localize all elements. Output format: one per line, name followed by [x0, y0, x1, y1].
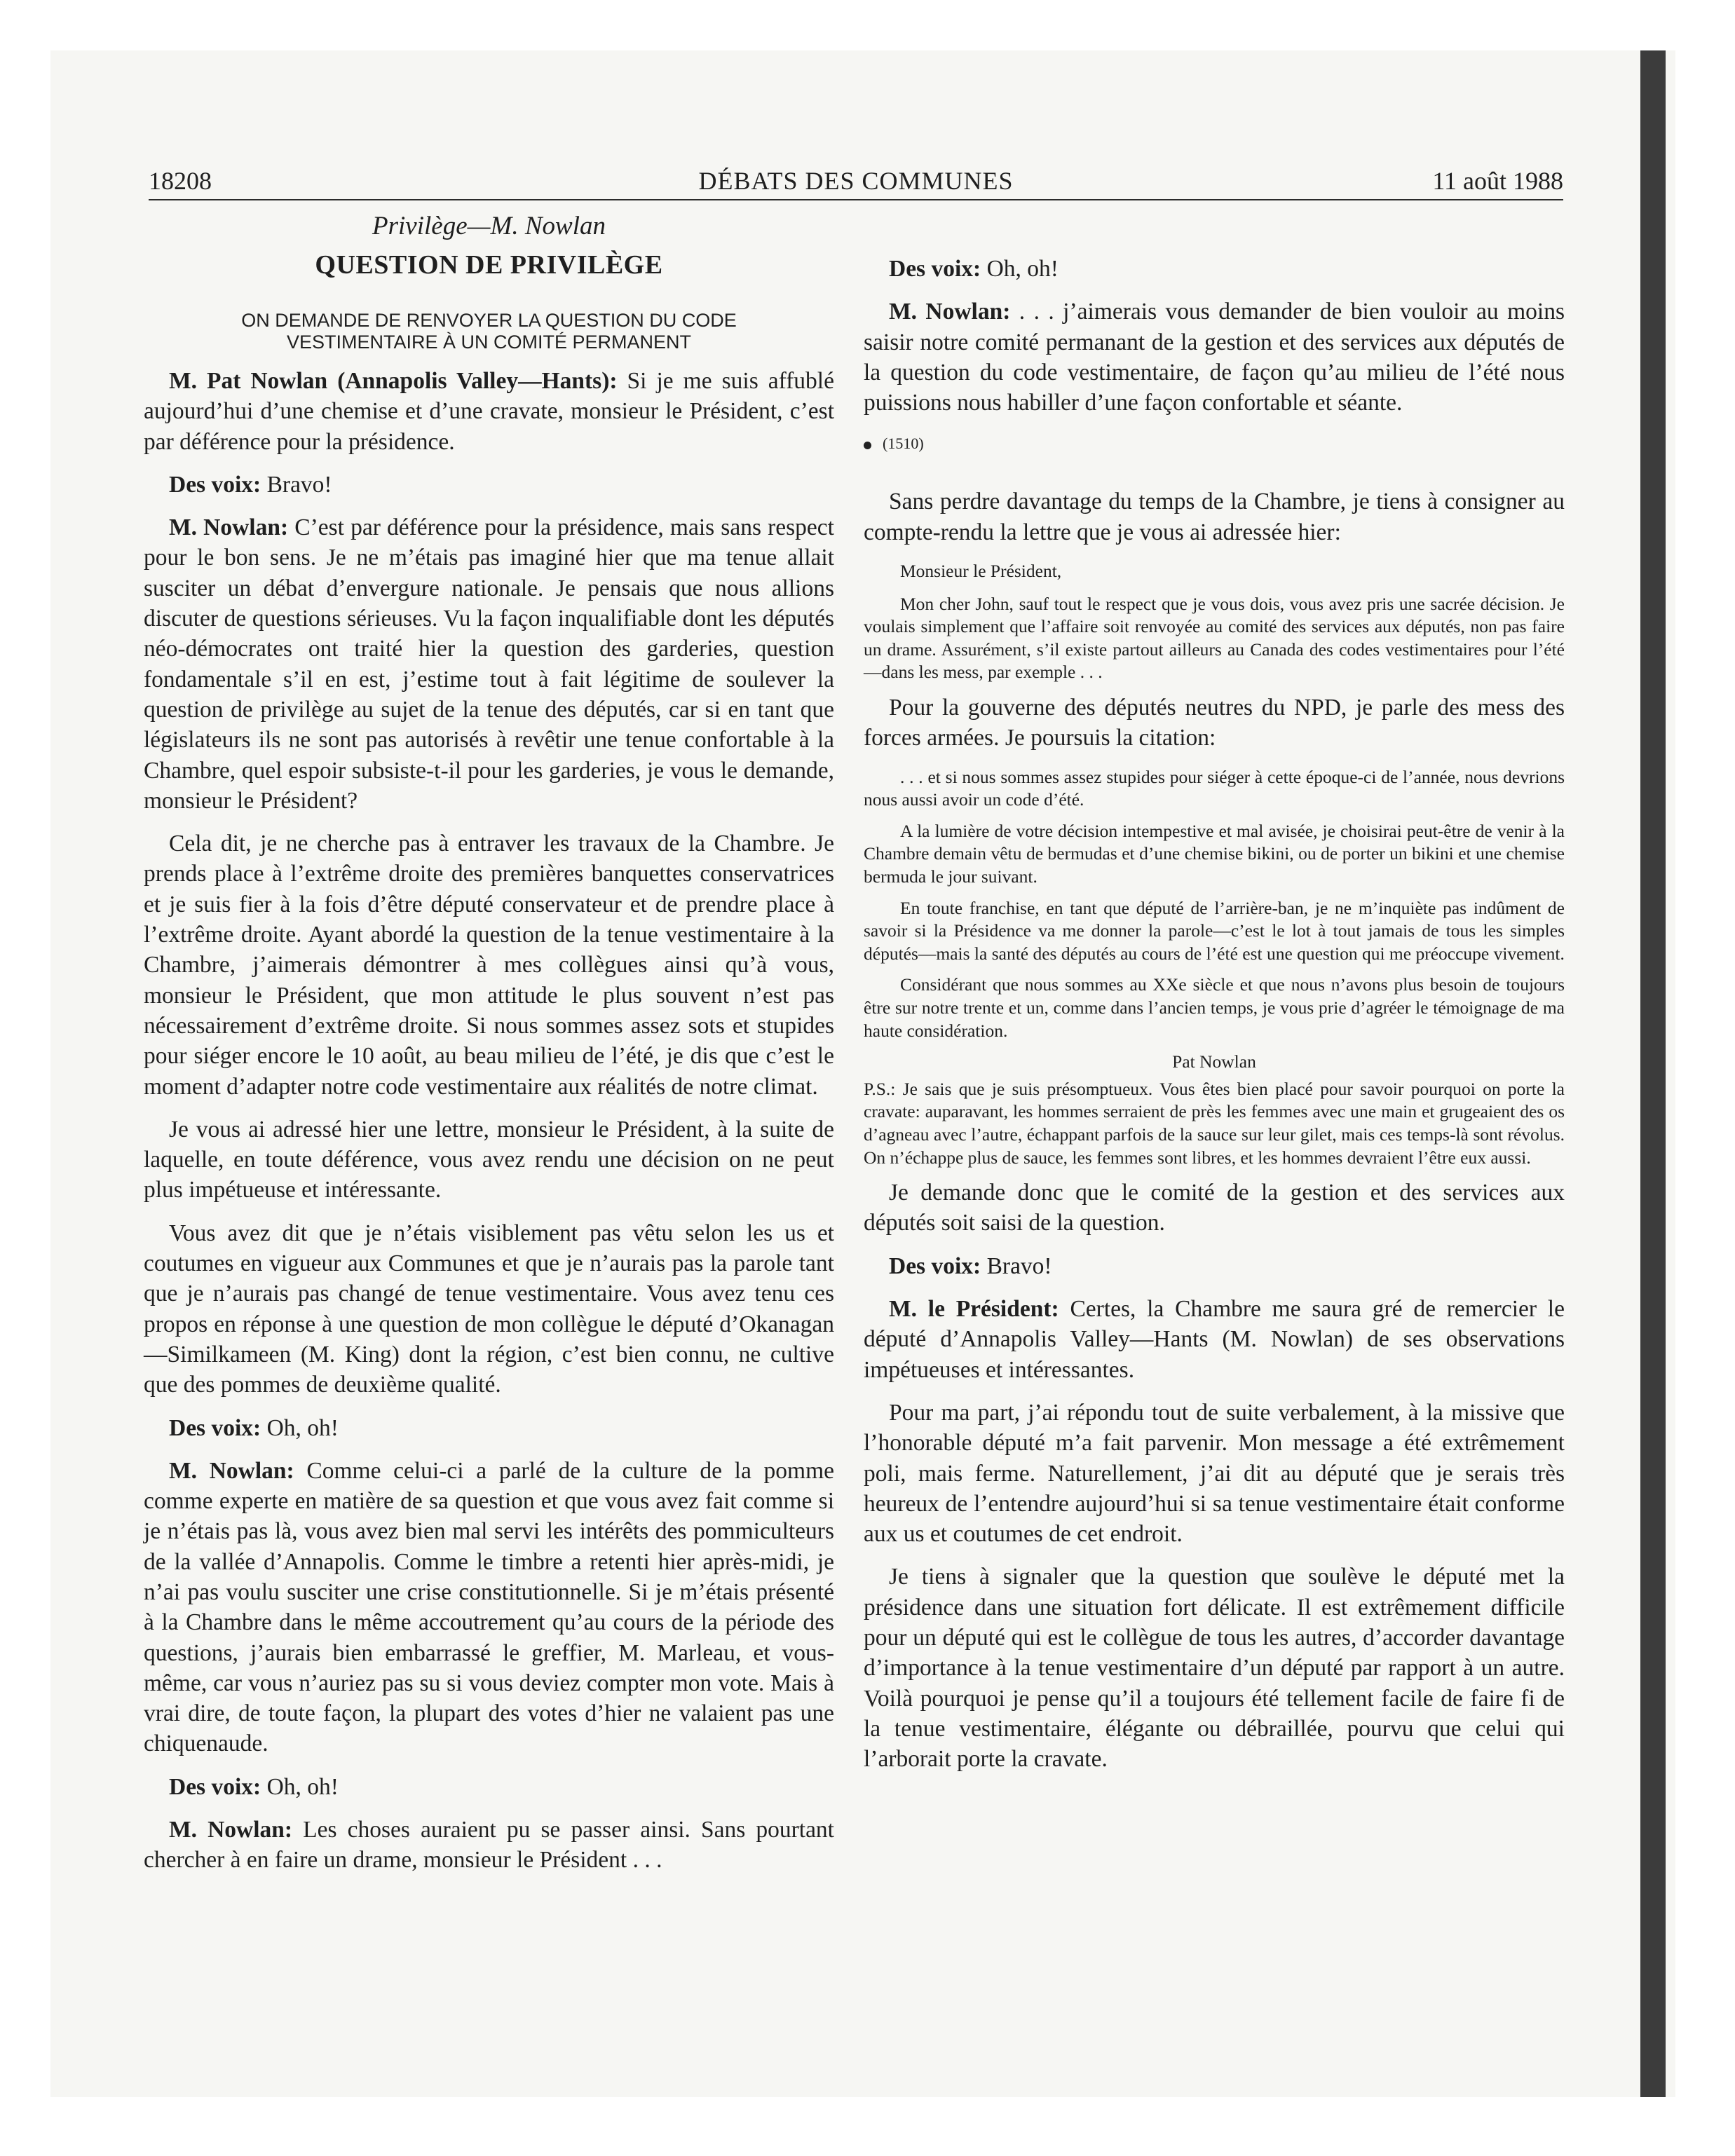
paragraph	[864, 1251, 1565, 1281]
publication-title: DÉBATS DES COMMUNES	[698, 167, 1014, 195]
section-kicker: Privilège—M. Nowlan	[372, 212, 606, 240]
paragraph	[144, 1413, 834, 1443]
letter-paragraph: A la lumière de votre décision intempestive et mal avisée, je choisirai peut-être de venir à la Chambre demain vêtu de bermudas et d’une chemise bikini, ou de porter un bikini et une chemise bermuda le jour suivant.	[864, 820, 1565, 887]
speech: Bravo!	[261, 471, 332, 498]
paragraph	[864, 296, 1565, 418]
letter-signature: Pat Nowlan	[1172, 1051, 1256, 1072]
page-number: 18208	[149, 167, 212, 195]
letter-postscript: P.S.: Je sais que je suis présomptueux. Vous êtes bien placé pour savoir pourquoi on porte la cravate: auparavant, les hommes serraient de près les femmes avec une main et grugeaient des os d’agneau avec l’autre, échappant parfois de la sauce sur leur gilet, mais ces temps-là sont révolus. On n’échappe plus de sauce, les femmes sont libres, et les hommes devraient l’être eux aussi.	[864, 1078, 1565, 1168]
section-title: QUESTION DE PRIVILÈGE	[315, 250, 663, 280]
time-marker	[864, 433, 1565, 454]
right-column	[864, 203, 1565, 1787]
running-header	[149, 161, 1563, 200]
letter-paragraph: Considérant que nous sommes au XXe siècle et que nous n’avons plus besoin de toujours être sur notre trente et un, comme dans l’ancien temps, je vous prie d’agréer le témoignage de ma haute considération.	[864, 974, 1565, 1041]
speaker: M. Nowlan:	[169, 1817, 293, 1843]
speaker: M. Pat Nowlan (Annapolis Valley—Hants):	[169, 368, 618, 394]
speaker: Des voix:	[169, 1773, 261, 1800]
issue-date: 11 août 1988	[1432, 167, 1563, 195]
speech: Bravo!	[981, 1253, 1052, 1279]
quoted-letter	[864, 560, 1565, 684]
speaker: Des voix:	[889, 256, 981, 282]
speech: Les choses auraient pu se passer ainsi. Sans pourtant chercher à en faire un drame, monsieur le Président . . .	[144, 1817, 834, 1874]
paragraph	[864, 1294, 1565, 1385]
paragraph	[144, 512, 834, 816]
left-column	[144, 203, 834, 1888]
paragraph: Je demande donc que le comité de la gestion et des services aux députés soit saisi de la question.	[864, 1180, 1565, 1236]
letter-paragraph: Mon cher John, sauf tout le respect que je vous dois, vous avez pris une sacrée décision. Je voulais simplement que l’affaire soit renvoyée au comité des services aux députés, non pas faire un drame. Assurément, s’il existe partout ailleurs au Canada des codes vestimentaires pour l’été—dans les mess, par exemple . . .	[864, 593, 1565, 683]
quoted-letter-continued	[864, 766, 1565, 1170]
letter-paragraph: . . . et si nous sommes assez stupides pour siéger à cette époque-ci de l’année, nous devrions nous aussi avoir un code d’été.	[864, 766, 1565, 810]
speech: Comme celui-ci a parlé de la culture de la pomme comme experte en matière de sa question et que vous avez fait comme si je n’étais pas là, vous avez bien mal servi les intérêts des pommiculteurs de la vallée d’Annapolis. Comme le timbre a retenti hier après-midi, je n’ai pas voulu susciter une crise constitutionnelle. Si je m’étais présenté à la Chambre dans le même accoutrement qu’au cours de la période des questions, j’aurais bien embarrassé le greffier, M. Marleau, et vous-même, car vous n’auriez pas su si vous deviez compter mon vote. Mais à vrai dire, de toute façon, la plupart des votes d’hier ne valaient pas une chiquenaude.	[144, 1457, 834, 1757]
speech: Si je me suis affublé aujourd’hui d’une chemise et d’une cravate, monsieur le Président, c’est par déférence pour la présidence.	[144, 368, 834, 455]
letter-salutation: Monsieur le Président,	[900, 561, 1062, 582]
speaker: M. Nowlan:	[889, 299, 1011, 325]
speech: C’est par déférence pour la présidence, mais sans respect pour le bon sens. Je ne m’étais pas imaginé hier que ma tenue allait susciter un débat d’envergure nationale. Je pensais que nous allions discuter de questions sérieuses. Vu la façon inqualifiable dont les députés néo-démocrates ont traité hier la question des garderies, question fondamentale s’il en est, j’estime tout à fait légitime de soulever la question de privilège au sujet de la tenue des députés, car si en tant que législateurs ils ne sont pas autorisés à revêtir une tenue confortable à la Chambre, quel espoir subsiste-t-il pour les garderies, je vous le demande, monsieur le Président?	[144, 514, 834, 814]
speaker: Des voix:	[169, 471, 261, 498]
speech: Certes, la Chambre me saura gré de remercier le député d’Annapolis Valley—Hants (M. Nowlan) de ses observations impétueuses et intéressantes.	[864, 1296, 1565, 1383]
speaker: Des voix:	[889, 1253, 981, 1279]
speech: Oh, oh!	[261, 1414, 339, 1441]
speaker: M. le Président:	[889, 1296, 1059, 1323]
paragraph: Pour la gouverne des députés neutres du NPD, je parle des mess des forces armées. Je poursuis la citation:	[864, 695, 1565, 751]
time-marker-label: (1510)	[883, 435, 924, 453]
letter-paragraph: En toute franchise, en tant que député de l’arrière-ban, je ne m’inquiète pas indûment de savoir si la Présidence va me donner la parole—c’est le lot à tout jamais de tous les simples députés—mais la santé des députés au cours de l’été est une question qui me préoccupe vivement.	[864, 897, 1565, 964]
paragraph	[144, 1772, 834, 1802]
paragraph: Je vous ai adressé hier une lettre, monsieur le Président, à la suite de laquelle, en toute déférence, vous avez rendu une décision on ne peut plus impétueuse et intéressante.	[144, 1116, 834, 1203]
paragraph	[144, 470, 834, 500]
header-rule	[149, 199, 1563, 200]
paragraph	[864, 254, 1565, 284]
scan-edge-shadow	[1640, 50, 1666, 2097]
paragraph	[144, 1815, 834, 1876]
speaker: M. Nowlan:	[169, 514, 289, 541]
speech: . . . j’aimerais vous demander de bien vouloir au moins saisir notre comité permanant de la gestion et des services aux députés de la question du code vestimentaire, de façon qu’au milieu de l’été nous puissions nous habiller d’une façon confortable et séante.	[864, 299, 1565, 416]
paragraph: Cela dit, je ne cherche pas à entraver les travaux de la Chambre. Je prends place à l’extrême droite des premières banquettes conservatrices et je suis fier à la fois d’être député conservateur et de prendre place à l’extrême droite. Ayant abordé la question de la tenue vestimentaire à la Chambre, j’aimerais démontrer à mes collègues ainsi qu’à vous, monsieur le Président, que mon attitude le plus souvent n’est pas nécessairement d’extrême droite. Si nous sommes assez sots et stupides pour siéger encore le 10 août, au beau milieu de l’été, je dis que c’est le moment d’adapter notre code vestimentaire aux réalités de notre climat.	[144, 831, 834, 1100]
column-top-space	[864, 203, 1565, 254]
paragraph: Je tiens à signaler que la question que soulève le député met la présidence dans une situation fort délicate. Il est extrêmement difficile pour un député qui est le collègue de tous les autres, d’accorder davantage d’importance à la tenue vestimentaire d’un député par rapport à un autre. Voilà pourquoi je pense qu’il a toujours été tellement facile de faire fi de la tenue vestimentaire, élégante ou débraillée, pourvu que celui qui l’arborait porte la cravate.	[864, 1564, 1565, 1773]
paragraph: Pour ma part, j’ai répondu tout de suite verbalement, à la missive que l’honorable député m’a fait parvenir. Mon message a été extrêmement poli, mais ferme. Naturellement, j’ai dit au député que je serais très heureux de l’entendre aujourd’hui si sa tenue vestimentaire était conforme aux us et coutumes de cet endroit.	[864, 1399, 1565, 1548]
paragraph	[144, 1456, 834, 1759]
paragraph: Sans perdre davantage du temps de la Chambre, je tiens à consigner au compte-rendu la lettre que je vous ai adressée hier:	[864, 489, 1565, 545]
speaker: M. Nowlan:	[169, 1457, 294, 1484]
paragraph	[144, 366, 834, 457]
section-subhead: ON DEMANDE DE RENVOYER LA QUESTION DU CODE VESTIMENTAIRE À UN COMITÉ PERMANENT	[241, 310, 737, 353]
bullet-icon	[864, 442, 871, 449]
paragraph: Vous avez dit que je n’étais visiblement pas vêtu selon les us et coutumes en vigueur aux Communes et que je n’aurais pas la parole tant que je n’aurais pas changé de tenue vestimentaire. Vous avez tenu ces propos en réponse à une question de mon collègue le député d’Okanagan—Similkameen (M. King) dont la région, c’est bien connu, ne cultive que des pommes de deuxième qualité.	[144, 1220, 834, 1398]
speech: Oh, oh!	[261, 1773, 339, 1800]
speech: Oh, oh!	[981, 256, 1059, 282]
speaker: Des voix:	[169, 1414, 261, 1441]
